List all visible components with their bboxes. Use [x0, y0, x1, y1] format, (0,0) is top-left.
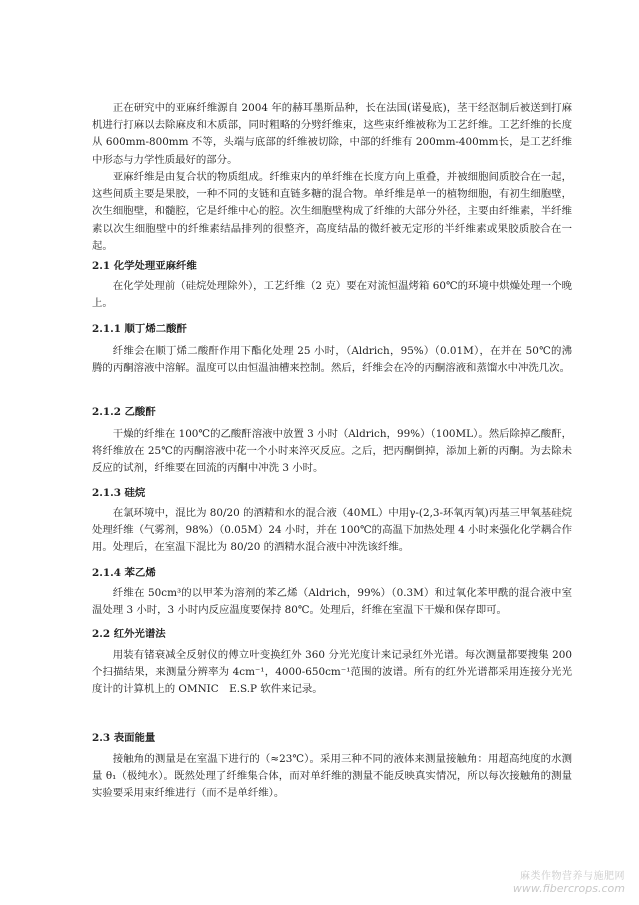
paragraph-silane: 在氯环境中，混比为 80/20 的酒精和水的混合液（40ML）中用γ-(2,3-环氧丙氧)丙基三甲氧基硅烷处理纤维（气雾剂，98%）（0.05M）24 小时，并在 100℃的高温下加热处理 4 小时来强化化学耦合作用。处理后，在室温下混比为 80/20 的酒精水混合液中冲洗该纤维。 — [92, 507, 572, 554]
paragraph-styrene: 纤维在 50cm³的以甲苯为溶剂的苯乙烯（Aldrich，99%）（0.3M）和过氧化苯甲酰的混合液中室温处理 3 小时，3 小时内反应温度要保持 80℃。处理后，纤维在室温下干燥和保存即可。 — [92, 587, 572, 617]
heading-2-1-1: 2.1.1 顺丁烯二酸酐 — [92, 323, 187, 335]
paragraph-infrared: 用装有锗衰减全反射仪的傅立叶变换红外 360 分光光度计来记录红外光谱。每次测量都要搜集 200 个扫描结果，来测量分辨率为 4cm⁻¹，4000-650cm⁻¹范围的波谱。所有的红外光谱都采用连接分光光度计的计算机上的 OMNIC E.S.P 软件来记录。 — [92, 649, 572, 696]
heading-2-1-4: 2.1.4 苯乙烯 — [92, 567, 156, 579]
heading-2-3: 2.3 表面能量 — [92, 732, 156, 744]
heading-2-1-3: 2.1.3 硅烷 — [92, 487, 146, 499]
watermark-text: 麻类作物营养与施肥网 — [520, 871, 625, 882]
heading-2-1-2: 2.1.2 乙酸酐 — [92, 406, 156, 418]
watermark — [513, 871, 625, 895]
paragraph-flax-origin: 正在研究中的亚麻纤维源自 2004 年的赫耳墨斯品种，长在法国(诺曼底)，茎干经沤制后被送到打麻机进行打麻以去除麻皮和木质部，同时粗略的分劈纤维束，这些束纤维被称为工艺纤维。工艺纤维的长度从 600mm-800mm 不等，头端与底部的纤维被切除，中部的纤维有 200mm-400mm长，是工艺纤维中形态与力学性质最好的部分。 — [92, 102, 572, 166]
paragraph-flax-composition: 亚麻纤维是由复合状的物质组成。纤维束内的单纤维在长度方向上重叠，并被细胞间质胶合在一起，这些间质主要是果胶，一种不同的支链和直链多糖的混合物。单纤维是单一的植物细胞，有初生细胞壁，次生细胞壁，和髓腔，它是纤维中心的腔。次生细胞壁构成了纤维的大部分外径，主要由纤维素，半纤维素以次生细胞壁中的纤维素结晶排列的很整齐，高度结晶的微纤被无定形的半纤维素或果胶质胶合在一起。 — [92, 171, 572, 252]
paragraph-maleic-anhydride: 纤维会在顺丁烯二酸酐作用下酯化处理 25 小时，（Aldrich，95%）（0.01M），在并在 50℃的沸腾的丙酮溶液中溶解。温度可以由恒温油槽来控制。然后，纤维会在冷的丙酮溶液和蒸馏水中冲洗几次。 — [92, 345, 572, 375]
watermark-url: www.fibercrops.com — [512, 882, 625, 895]
paragraph-pretreatment: 在化学处理前（硅烷处理除外），工艺纤维（2 克）要在对流恒温烤箱 60℃的环境中烘燥处理一个晚上。 — [92, 280, 572, 310]
paragraph-acetic-anhydride: 干燥的纤维在 100℃的乙酸酐溶液中放置 3 小时（Aldrich，99%）（100ML）。然后除掉乙酸酐，将纤维放在 25℃的丙酮溶液中花一个小时来淬灭反应。之后，把丙酮倒掉，添加上新的丙酮。为去除未反应的试剂，纤维要在回流的丙酮中冲洗 3 小时。 — [92, 428, 572, 475]
paragraph-surface-energy: 接触角的测量是在室温下进行的（≈23℃）。采用三种不同的液体来测量接触角：用超高纯度的水测量 θ₁（极纯水）。既然处理了纤维集合体，而对单纤维的测量不能反映真实情况，所以每次接触角的测量实验要采用束纤维进行（而不是单纤维）。 — [92, 753, 572, 800]
heading-2-2: 2.2 红外光谱法 — [92, 628, 166, 640]
heading-2-1: 2.1 化学处理亚麻纤维 — [92, 260, 197, 272]
